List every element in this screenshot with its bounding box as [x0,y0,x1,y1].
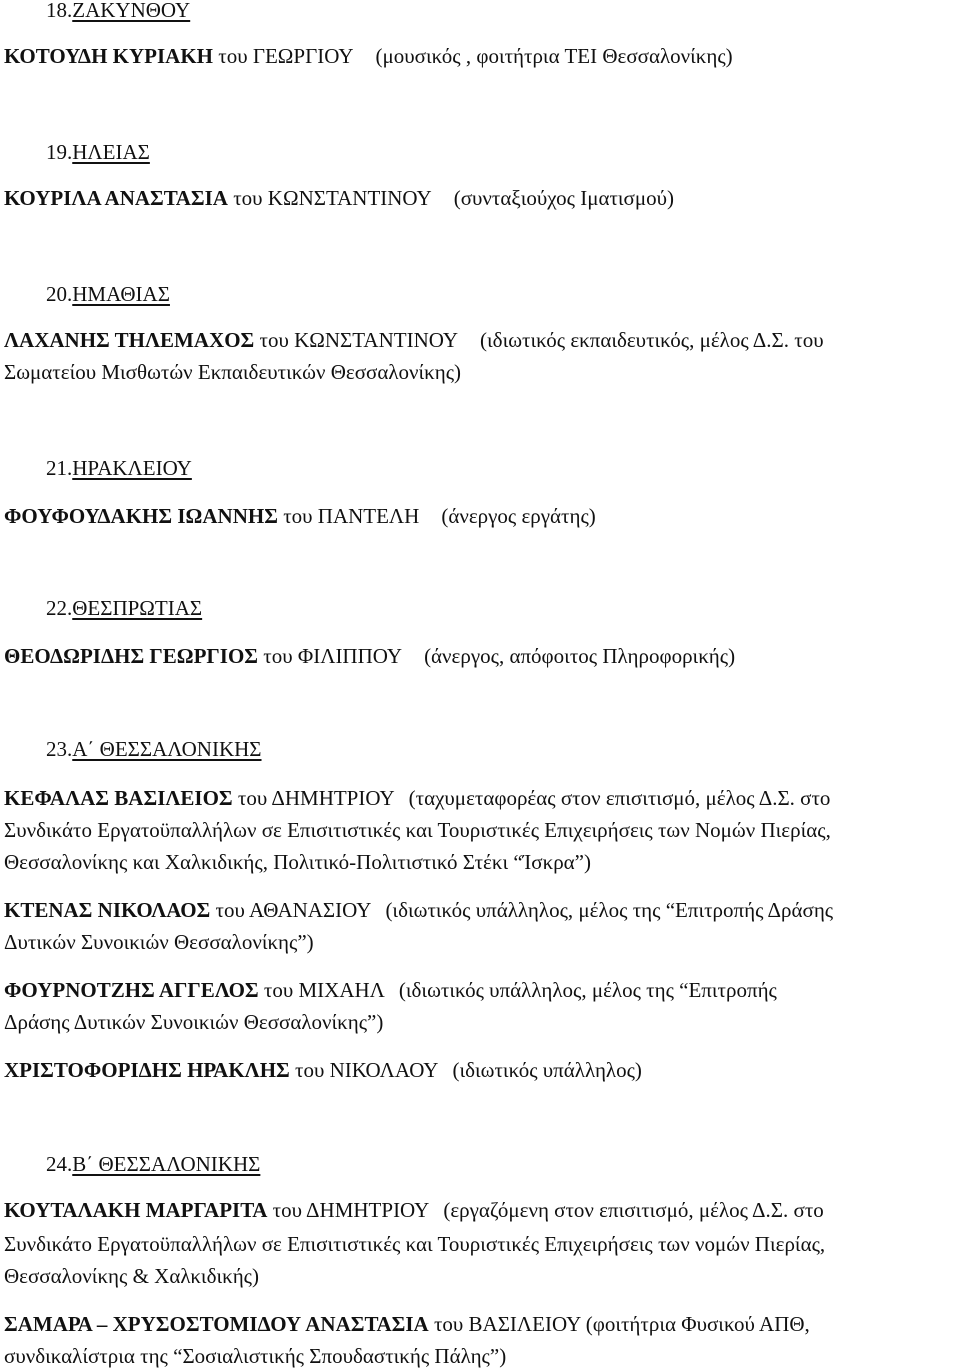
candidate-name: ΚΤΕΝΑΣ ΝΙΚΟΛΑΟΣ [4,898,211,922]
candidate-father: του ΚΩΝΣΤΑΝΤΙΝΟΥ [233,186,432,210]
section-heading [46,136,956,168]
candidate-description-continued: Δράσης Δυτικών Συνοικιών Θεσσαλονίκης”) [4,1010,384,1034]
section-heading [46,452,956,484]
section-title: Α΄ ΘΕΣΣΑΛΟΝΙΚΗΣ [72,737,262,761]
candidate-father: του ΜΙΧΑΗΛ [263,978,385,1002]
candidate-father: του ΔΗΜΗΤΡΙΟΥ [272,1198,430,1222]
candidate-father: του ΠΑΝΤΕΛΗ [283,504,420,528]
section-heading [46,592,956,624]
section-title: ΘΕΣΠΡΩΤΙΑΣ [72,596,203,620]
candidate-description: (φοιτήτρια Φυσικού ΑΠΘ, [585,1312,810,1336]
candidate-description: (ιδιωτικός υπάλληλος, μέλος της “Επιτροπής [398,978,777,1002]
candidate-description-continued: Σωματείου Μισθωτών Εκπαιδευτικών Θεσσαλονίκης) [4,360,462,384]
candidate-name: ΛΑΧΑΝΗΣ ΤΗΛΕΜΑΧΟΣ [4,328,255,352]
candidate-entry [4,894,956,926]
candidate-name: ΣΑΜΑΡΑ – ΧΡΥΣΟΣΤΟΜΙΔΟΥ ΑΝΑΣΤΑΣΙΑ [4,1312,429,1336]
section-title: Β΄ ΘΕΣΣΑΛΟΝΙΚΗΣ [72,1152,261,1176]
section-heading [46,733,956,765]
candidate-father: του ΚΩΝΣΤΑΝΤΙΝΟΥ [259,328,459,352]
section-heading [46,278,956,310]
section-title: ΗΡΑΚΛΕΙΟΥ [72,456,192,480]
candidate-description-continued: Συνδικάτο Εργατοϋπαλλήλων σε Επισιτιστικές και Τουριστικές Επιχειρήσεις των νομών Πιερίας, [4,1232,826,1256]
candidate-entry [4,182,956,214]
section-number: 23. [46,737,73,761]
candidate-name: ΚΟΥΤΑΛΑΚΗ ΜΑΡΓΑΡΙΤΑ [4,1198,268,1222]
candidate-father: του ΓΕΩΡΓΙΟΥ [218,44,354,68]
candidate-father: του ΦΙΛΙΠΠΟΥ [263,644,403,668]
section-heading [46,1148,956,1180]
candidate-father: του ΔΗΜΗΤΡΙΟΥ [237,786,395,810]
candidate-entry [4,1054,956,1086]
candidate-father: του ΝΙΚΟΛΑΟΥ [295,1058,439,1082]
candidate-name: ΘΕΟΔΩΡΙΔΗΣ ΓΕΩΡΓΙΟΣ [4,644,259,668]
candidate-description: (άνεργος εργάτης) [441,504,596,528]
section-number: 22. [46,596,73,620]
candidate-entry [4,40,956,72]
candidate-name: ΦΟΥΦΟΥΔΑΚΗΣ ΙΩΑΝΝΗΣ [4,504,278,528]
candidate-description: (εργαζόμενη στον επισιτισμό, μέλος Δ.Σ. στο [443,1198,824,1222]
candidate-father: του ΑΘΑΝΑΣΙΟΥ [215,898,372,922]
candidate-entry [4,500,956,532]
candidate-description-continued: Θεσσαλονίκης και Χαλκιδικής, Πολιτικό-Πολιτιστικό Στέκι “Ίσκρα”) [4,850,591,874]
section-title: ΗΜΑΘΙΑΣ [72,282,170,306]
candidate-description: (ιδιωτικός υπάλληλος, μέλος της “Επιτροπής Δράσης [385,898,834,922]
candidate-description: (ιδιωτικός εκπαιδευτικός, μέλος Δ.Σ. του [480,328,824,352]
candidate-name: ΚΟΤΟΥΔΗ ΚΥΡΙΑΚΗ [4,44,213,68]
candidate-description: (άνεργος, απόφοιτος Πληροφορικής) [424,644,736,668]
section-number: 19. [46,140,73,164]
section-number: 21. [46,456,73,480]
candidate-entry [4,974,956,1006]
section-number: 20. [46,282,73,306]
section-title: ΗΛΕΙΑΣ [72,140,150,164]
candidate-description-continued: συνδικαλίστρια της “Σοσιαλιστικής Σπουδαστικής Πάλης”) [4,1344,507,1368]
candidate-description: (ιδιωτικός υπάλληλος) [452,1058,642,1082]
candidate-description: (μουσικός , φοιτήτρια ΤΕΙ Θεσσαλονίκης) [375,44,733,68]
candidate-description: (συνταξιούχος Ιματισμού) [453,186,675,210]
candidate-father: του ΒΑΣΙΛΕΙΟΥ [433,1312,581,1336]
candidate-description-continued: Δυτικών Συνοικιών Θεσσαλονίκης”) [4,930,314,954]
section-number: 18. [46,0,73,22]
candidate-entry [4,324,956,356]
candidate-name: ΧΡΙΣΤΟΦΟΡΙΔΗΣ ΗΡΑΚΛΗΣ [4,1058,290,1082]
candidate-description-continued: Θεσσαλονίκης & Χαλκιδικής) [4,1264,259,1288]
section-title: ΖΑΚΥΝΘΟΥ [72,0,191,22]
candidate-entry [4,1194,956,1226]
candidate-name: ΚΕΦΑΛΑΣ ΒΑΣΙΛΕΙΟΣ [4,786,233,810]
candidate-name: ΦΟΥΡΝΟΤΖΗΣ ΑΓΓΕΛΟΣ [4,978,259,1002]
section-number: 24. [46,1152,73,1176]
candidate-entry [4,1308,956,1340]
candidate-description-continued: Συνδικάτο Εργατοϋπαλλήλων σε Επισιτιστικές και Τουριστικές Επιχειρήσεις των Νομών Πιερίας, [4,818,831,842]
section-heading [46,0,956,26]
candidate-description: (ταχυμεταφορέας στον επισιτισμό, μέλος Δ.Σ. στο [408,786,831,810]
candidate-name: ΚΟΥΡΙΛΑ ΑΝΑΣΤΑΣΙΑ [4,186,228,210]
candidate-entry [4,782,956,814]
candidate-entry [4,640,956,672]
